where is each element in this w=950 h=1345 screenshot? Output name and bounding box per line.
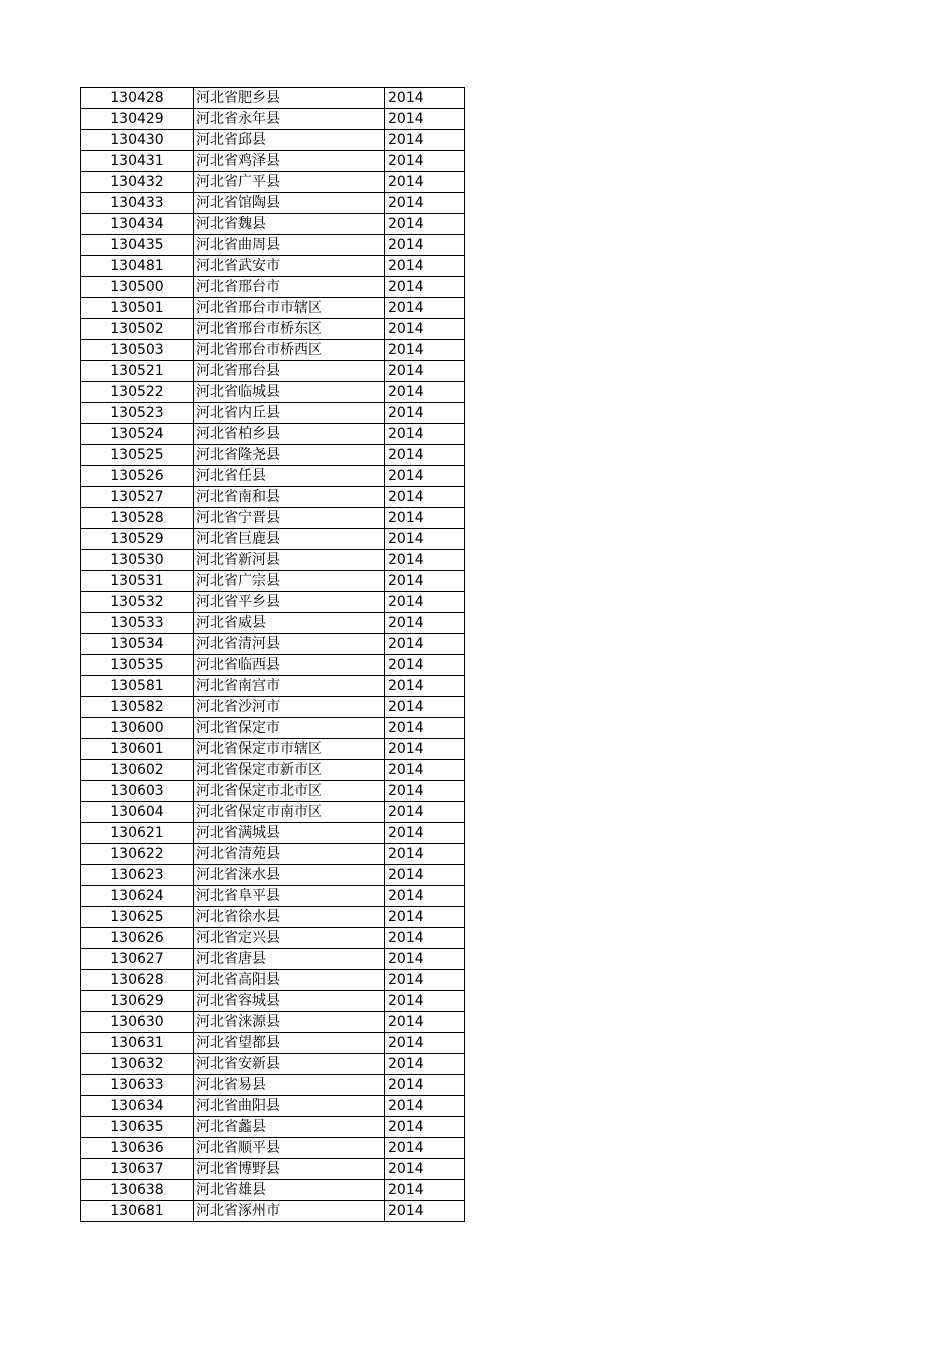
region-name-cell: 河北省顺平县 xyxy=(194,1138,385,1159)
region-code-cell: 130633 xyxy=(81,1075,194,1096)
table-row xyxy=(81,508,465,529)
region-name-cell: 河北省邢台市桥东区 xyxy=(194,319,385,340)
region-code-cell: 130625 xyxy=(81,907,194,928)
table-row xyxy=(81,1201,465,1222)
year-cell: 2014 xyxy=(385,655,465,676)
year-cell: 2014 xyxy=(385,928,465,949)
region-code-cell: 130632 xyxy=(81,1054,194,1075)
region-name-cell: 河北省保定市市辖区 xyxy=(194,739,385,760)
table-row xyxy=(81,550,465,571)
table-row xyxy=(81,949,465,970)
table-row xyxy=(81,256,465,277)
year-cell: 2014 xyxy=(385,781,465,802)
region-code-cell: 130521 xyxy=(81,361,194,382)
year-cell: 2014 xyxy=(385,613,465,634)
table-row xyxy=(81,88,465,109)
region-code-cell: 130603 xyxy=(81,781,194,802)
year-cell: 2014 xyxy=(385,1180,465,1201)
year-cell: 2014 xyxy=(385,1012,465,1033)
region-name-cell: 河北省邢台市桥西区 xyxy=(194,340,385,361)
region-code-cell: 130627 xyxy=(81,949,194,970)
table-row xyxy=(81,676,465,697)
region-code-cell: 130624 xyxy=(81,886,194,907)
year-cell: 2014 xyxy=(385,823,465,844)
region-code-cell: 130529 xyxy=(81,529,194,550)
table-row xyxy=(81,487,465,508)
year-cell: 2014 xyxy=(385,550,465,571)
region-name-cell: 河北省临城县 xyxy=(194,382,385,403)
year-cell: 2014 xyxy=(385,340,465,361)
region-code-cell: 130527 xyxy=(81,487,194,508)
region-code-cell: 130534 xyxy=(81,634,194,655)
table-row xyxy=(81,760,465,781)
year-cell: 2014 xyxy=(385,109,465,130)
table-row xyxy=(81,1180,465,1201)
region-name-cell: 河北省沙河市 xyxy=(194,697,385,718)
table-row xyxy=(81,991,465,1012)
year-cell: 2014 xyxy=(385,760,465,781)
region-name-cell: 河北省柏乡县 xyxy=(194,424,385,445)
table-row xyxy=(81,109,465,130)
table-row xyxy=(81,928,465,949)
region-code-cell: 130602 xyxy=(81,760,194,781)
region-name-cell: 河北省定兴县 xyxy=(194,928,385,949)
table-row xyxy=(81,382,465,403)
region-name-cell: 河北省任县 xyxy=(194,466,385,487)
region-name-cell: 河北省博野县 xyxy=(194,1159,385,1180)
year-cell: 2014 xyxy=(385,1138,465,1159)
year-cell: 2014 xyxy=(385,1159,465,1180)
region-name-cell: 河北省临西县 xyxy=(194,655,385,676)
region-name-cell: 河北省满城县 xyxy=(194,823,385,844)
table-row xyxy=(81,193,465,214)
region-name-cell: 河北省邢台市市辖区 xyxy=(194,298,385,319)
region-name-cell: 河北省清河县 xyxy=(194,634,385,655)
region-code-cell: 130638 xyxy=(81,1180,194,1201)
region-name-cell: 河北省曲阳县 xyxy=(194,1096,385,1117)
table-row xyxy=(81,424,465,445)
region-code-cell: 130530 xyxy=(81,550,194,571)
table-row xyxy=(81,1117,465,1138)
table-row xyxy=(81,886,465,907)
region-name-cell: 河北省广宗县 xyxy=(194,571,385,592)
year-cell: 2014 xyxy=(385,277,465,298)
year-cell: 2014 xyxy=(385,634,465,655)
table-row xyxy=(81,613,465,634)
table-row xyxy=(81,1054,465,1075)
region-code-cell: 130628 xyxy=(81,970,194,991)
year-cell: 2014 xyxy=(385,361,465,382)
table-row xyxy=(81,445,465,466)
table-row xyxy=(81,697,465,718)
year-cell: 2014 xyxy=(385,571,465,592)
year-cell: 2014 xyxy=(385,592,465,613)
table-row xyxy=(81,907,465,928)
table-row xyxy=(81,172,465,193)
year-cell: 2014 xyxy=(385,319,465,340)
table-row xyxy=(81,235,465,256)
region-name-cell: 河北省阜平县 xyxy=(194,886,385,907)
region-name-cell: 河北省南宫市 xyxy=(194,676,385,697)
table-row xyxy=(81,571,465,592)
region-name-cell: 河北省魏县 xyxy=(194,214,385,235)
year-cell: 2014 xyxy=(385,487,465,508)
year-cell: 2014 xyxy=(385,1096,465,1117)
region-code-cell: 130431 xyxy=(81,151,194,172)
region-code-cell: 130501 xyxy=(81,298,194,319)
region-name-cell: 河北省广平县 xyxy=(194,172,385,193)
region-name-cell: 河北省望都县 xyxy=(194,1033,385,1054)
region-name-cell: 河北省内丘县 xyxy=(194,403,385,424)
table-row xyxy=(81,844,465,865)
region-name-cell: 河北省威县 xyxy=(194,613,385,634)
region-code-cell: 130522 xyxy=(81,382,194,403)
year-cell: 2014 xyxy=(385,949,465,970)
region-code-cell: 130533 xyxy=(81,613,194,634)
year-cell: 2014 xyxy=(385,1117,465,1138)
region-code-cell: 130600 xyxy=(81,718,194,739)
region-code-cell: 130604 xyxy=(81,802,194,823)
year-cell: 2014 xyxy=(385,529,465,550)
year-cell: 2014 xyxy=(385,676,465,697)
region-name-cell: 河北省蠡县 xyxy=(194,1117,385,1138)
region-code-cell: 130582 xyxy=(81,697,194,718)
table-row xyxy=(81,718,465,739)
table-row xyxy=(81,361,465,382)
year-cell: 2014 xyxy=(385,256,465,277)
region-code-cell: 130428 xyxy=(81,88,194,109)
region-name-cell: 河北省易县 xyxy=(194,1075,385,1096)
table-row xyxy=(81,592,465,613)
region-name-cell: 河北省徐水县 xyxy=(194,907,385,928)
region-code-cell: 130429 xyxy=(81,109,194,130)
region-code-cell: 130523 xyxy=(81,403,194,424)
table-row xyxy=(81,529,465,550)
region-name-cell: 河北省巨鹿县 xyxy=(194,529,385,550)
region-name-cell: 河北省涞源县 xyxy=(194,1012,385,1033)
table-row xyxy=(81,970,465,991)
region-name-cell: 河北省隆尧县 xyxy=(194,445,385,466)
region-name-cell: 河北省保定市北市区 xyxy=(194,781,385,802)
region-code-cell: 130430 xyxy=(81,130,194,151)
table-body xyxy=(81,88,465,1222)
table-row xyxy=(81,214,465,235)
region-name-cell: 河北省邱县 xyxy=(194,130,385,151)
table-row xyxy=(81,781,465,802)
region-code-cell: 130434 xyxy=(81,214,194,235)
region-code-cell: 130500 xyxy=(81,277,194,298)
year-cell: 2014 xyxy=(385,466,465,487)
region-name-cell: 河北省永年县 xyxy=(194,109,385,130)
table-row xyxy=(81,298,465,319)
year-cell: 2014 xyxy=(385,151,465,172)
year-cell: 2014 xyxy=(385,739,465,760)
table-row xyxy=(81,1012,465,1033)
year-cell: 2014 xyxy=(385,1033,465,1054)
region-code-cell: 130621 xyxy=(81,823,194,844)
year-cell: 2014 xyxy=(385,718,465,739)
year-cell: 2014 xyxy=(385,697,465,718)
region-code-cell: 130532 xyxy=(81,592,194,613)
region-code-cell: 130535 xyxy=(81,655,194,676)
region-code-cell: 130636 xyxy=(81,1138,194,1159)
region-code-cell: 130526 xyxy=(81,466,194,487)
year-cell: 2014 xyxy=(385,298,465,319)
year-cell: 2014 xyxy=(385,235,465,256)
year-cell: 2014 xyxy=(385,907,465,928)
region-code-cell: 130502 xyxy=(81,319,194,340)
region-code-cell: 130630 xyxy=(81,1012,194,1033)
region-name-cell: 河北省容城县 xyxy=(194,991,385,1012)
year-cell: 2014 xyxy=(385,970,465,991)
year-cell: 2014 xyxy=(385,802,465,823)
table-row xyxy=(81,739,465,760)
region-code-cell: 130525 xyxy=(81,445,194,466)
region-code-table xyxy=(80,87,465,1222)
region-code-cell: 130631 xyxy=(81,1033,194,1054)
year-cell: 2014 xyxy=(385,844,465,865)
region-name-cell: 河北省唐县 xyxy=(194,949,385,970)
region-code-cell: 130635 xyxy=(81,1117,194,1138)
region-code-cell: 130524 xyxy=(81,424,194,445)
table-row xyxy=(81,1075,465,1096)
table-row xyxy=(81,277,465,298)
year-cell: 2014 xyxy=(385,508,465,529)
region-code-cell: 130629 xyxy=(81,991,194,1012)
table-row xyxy=(81,655,465,676)
region-name-cell: 河北省雄县 xyxy=(194,1180,385,1201)
year-cell: 2014 xyxy=(385,1075,465,1096)
region-name-cell: 河北省邢台县 xyxy=(194,361,385,382)
table-row xyxy=(81,634,465,655)
region-name-cell: 河北省清苑县 xyxy=(194,844,385,865)
year-cell: 2014 xyxy=(385,193,465,214)
table-row xyxy=(81,151,465,172)
year-cell: 2014 xyxy=(385,382,465,403)
region-name-cell: 河北省馆陶县 xyxy=(194,193,385,214)
table-row xyxy=(81,802,465,823)
region-code-cell: 130634 xyxy=(81,1096,194,1117)
table-row xyxy=(81,823,465,844)
table-row xyxy=(81,403,465,424)
region-code-cell: 130528 xyxy=(81,508,194,529)
region-code-cell: 130581 xyxy=(81,676,194,697)
region-code-cell: 130433 xyxy=(81,193,194,214)
region-code-cell: 130601 xyxy=(81,739,194,760)
region-name-cell: 河北省曲周县 xyxy=(194,235,385,256)
region-name-cell: 河北省南和县 xyxy=(194,487,385,508)
region-code-cell: 130432 xyxy=(81,172,194,193)
region-code-cell: 130531 xyxy=(81,571,194,592)
year-cell: 2014 xyxy=(385,172,465,193)
year-cell: 2014 xyxy=(385,403,465,424)
year-cell: 2014 xyxy=(385,130,465,151)
region-code-cell: 130481 xyxy=(81,256,194,277)
region-name-cell: 河北省邢台市 xyxy=(194,277,385,298)
region-name-cell: 河北省保定市南市区 xyxy=(194,802,385,823)
region-name-cell: 河北省平乡县 xyxy=(194,592,385,613)
region-name-cell: 河北省高阳县 xyxy=(194,970,385,991)
table-row xyxy=(81,319,465,340)
table-row xyxy=(81,1159,465,1180)
region-name-cell: 河北省新河县 xyxy=(194,550,385,571)
year-cell: 2014 xyxy=(385,1054,465,1075)
table-row xyxy=(81,1096,465,1117)
region-name-cell: 河北省涿州市 xyxy=(194,1201,385,1222)
region-name-cell: 河北省保定市 xyxy=(194,718,385,739)
table-row xyxy=(81,466,465,487)
table-row xyxy=(81,1033,465,1054)
year-cell: 2014 xyxy=(385,1201,465,1222)
year-cell: 2014 xyxy=(385,445,465,466)
table-row xyxy=(81,1138,465,1159)
region-code-cell: 130681 xyxy=(81,1201,194,1222)
region-code-cell: 130503 xyxy=(81,340,194,361)
year-cell: 2014 xyxy=(385,214,465,235)
region-code-cell: 130637 xyxy=(81,1159,194,1180)
region-code-cell: 130626 xyxy=(81,928,194,949)
year-cell: 2014 xyxy=(385,886,465,907)
year-cell: 2014 xyxy=(385,991,465,1012)
region-code-cell: 130623 xyxy=(81,865,194,886)
table-row xyxy=(81,130,465,151)
region-name-cell: 河北省涞水县 xyxy=(194,865,385,886)
year-cell: 2014 xyxy=(385,865,465,886)
year-cell: 2014 xyxy=(385,88,465,109)
region-name-cell: 河北省安新县 xyxy=(194,1054,385,1075)
region-name-cell: 河北省保定市新市区 xyxy=(194,760,385,781)
region-name-cell: 河北省武安市 xyxy=(194,256,385,277)
region-name-cell: 河北省鸡泽县 xyxy=(194,151,385,172)
table-row xyxy=(81,340,465,361)
table-row xyxy=(81,865,465,886)
year-cell: 2014 xyxy=(385,424,465,445)
region-code-cell: 130435 xyxy=(81,235,194,256)
region-name-cell: 河北省肥乡县 xyxy=(194,88,385,109)
region-name-cell: 河北省宁晋县 xyxy=(194,508,385,529)
region-code-cell: 130622 xyxy=(81,844,194,865)
